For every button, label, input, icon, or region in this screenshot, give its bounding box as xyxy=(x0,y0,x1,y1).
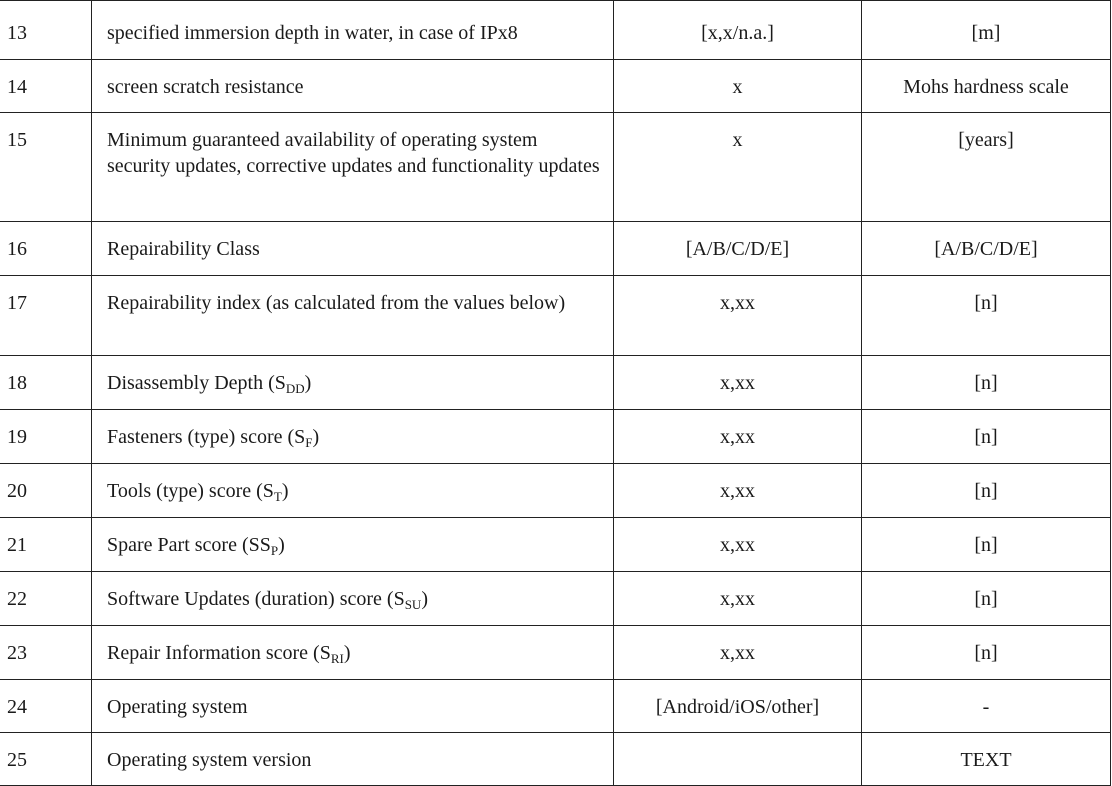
row-unit: Mohs hardness scale xyxy=(862,60,1111,113)
row-description: Repairability Class xyxy=(92,222,614,276)
row-number: 21 xyxy=(0,518,92,572)
row-description: Minimum guaranteed availability of operating system security updates, corrective updates and functionality updates xyxy=(92,113,614,222)
row-unit: [n] xyxy=(862,410,1111,464)
row-description: Fasteners (type) score $(S_F)$ xyxy=(92,410,614,464)
row-unit: [n] xyxy=(862,518,1111,572)
row-description: Repair Information score $(S_{RI})$ xyxy=(92,626,614,680)
row-number: 22 xyxy=(0,572,92,626)
row-value: x xyxy=(614,60,862,113)
row-value: [x,x/n.a.] xyxy=(614,1,862,60)
row-number: 25 xyxy=(0,733,92,786)
row-unit: [n] xyxy=(862,572,1111,626)
row-description: Tools (type) score $(S_T)$ xyxy=(92,464,614,518)
row-value: x,xx xyxy=(614,572,862,626)
row-number: 17 xyxy=(0,276,92,356)
row-unit: [A/B/C/D/E] xyxy=(862,222,1111,276)
row-number: 23 xyxy=(0,626,92,680)
table-row xyxy=(0,222,1111,276)
row-value: x xyxy=(614,113,862,222)
table-row xyxy=(0,733,1111,786)
row-number: 19 xyxy=(0,410,92,464)
row-value: [A/B/C/D/E] xyxy=(614,222,862,276)
row-unit: [n] xyxy=(862,276,1111,356)
table-row xyxy=(0,60,1111,113)
row-number: 24 xyxy=(0,680,92,733)
row-unit: [n] xyxy=(862,626,1111,680)
table-row xyxy=(0,410,1111,464)
row-value: x,xx xyxy=(614,276,862,356)
row-unit: [years] xyxy=(862,113,1111,222)
table-row xyxy=(0,518,1111,572)
table-row xyxy=(0,464,1111,518)
row-value: x,xx xyxy=(614,518,862,572)
row-value: x,xx xyxy=(614,410,862,464)
row-unit: TEXT xyxy=(862,733,1111,786)
row-number: 15 xyxy=(0,113,92,222)
row-value: [Android/iOS/other] xyxy=(614,680,862,733)
row-description: Software Updates (duration) score $(S_{SU})$ xyxy=(92,572,614,626)
table-row xyxy=(0,680,1111,733)
row-description: Repairability index (as calculated from the values below) xyxy=(92,276,614,356)
row-value xyxy=(614,733,862,786)
row-description: Disassembly Depth $(S_{DD})$ xyxy=(92,356,614,410)
table-row xyxy=(0,572,1111,626)
row-unit: - xyxy=(862,680,1111,733)
table-row xyxy=(0,113,1111,222)
row-description: Operating system xyxy=(92,680,614,733)
row-description: screen scratch resistance xyxy=(92,60,614,113)
row-number: 14 xyxy=(0,60,92,113)
table-row xyxy=(0,356,1111,410)
row-description: Operating system version xyxy=(92,733,614,786)
row-value: x,xx xyxy=(614,626,862,680)
row-unit: [n] xyxy=(862,356,1111,410)
row-unit: [n] xyxy=(862,464,1111,518)
row-value: x,xx xyxy=(614,356,862,410)
row-description: Spare Part score $(SS_P)$ xyxy=(92,518,614,572)
row-number: 18 xyxy=(0,356,92,410)
row-number: 20 xyxy=(0,464,92,518)
table-row xyxy=(0,1,1111,60)
row-unit: [m] xyxy=(862,1,1111,60)
row-number: 16 xyxy=(0,222,92,276)
table-row xyxy=(0,276,1111,356)
row-value: x,xx xyxy=(614,464,862,518)
table-row xyxy=(0,626,1111,680)
row-description: specified immersion depth in water, in case of IPx8 xyxy=(92,1,614,60)
row-number: 13 xyxy=(0,1,92,60)
